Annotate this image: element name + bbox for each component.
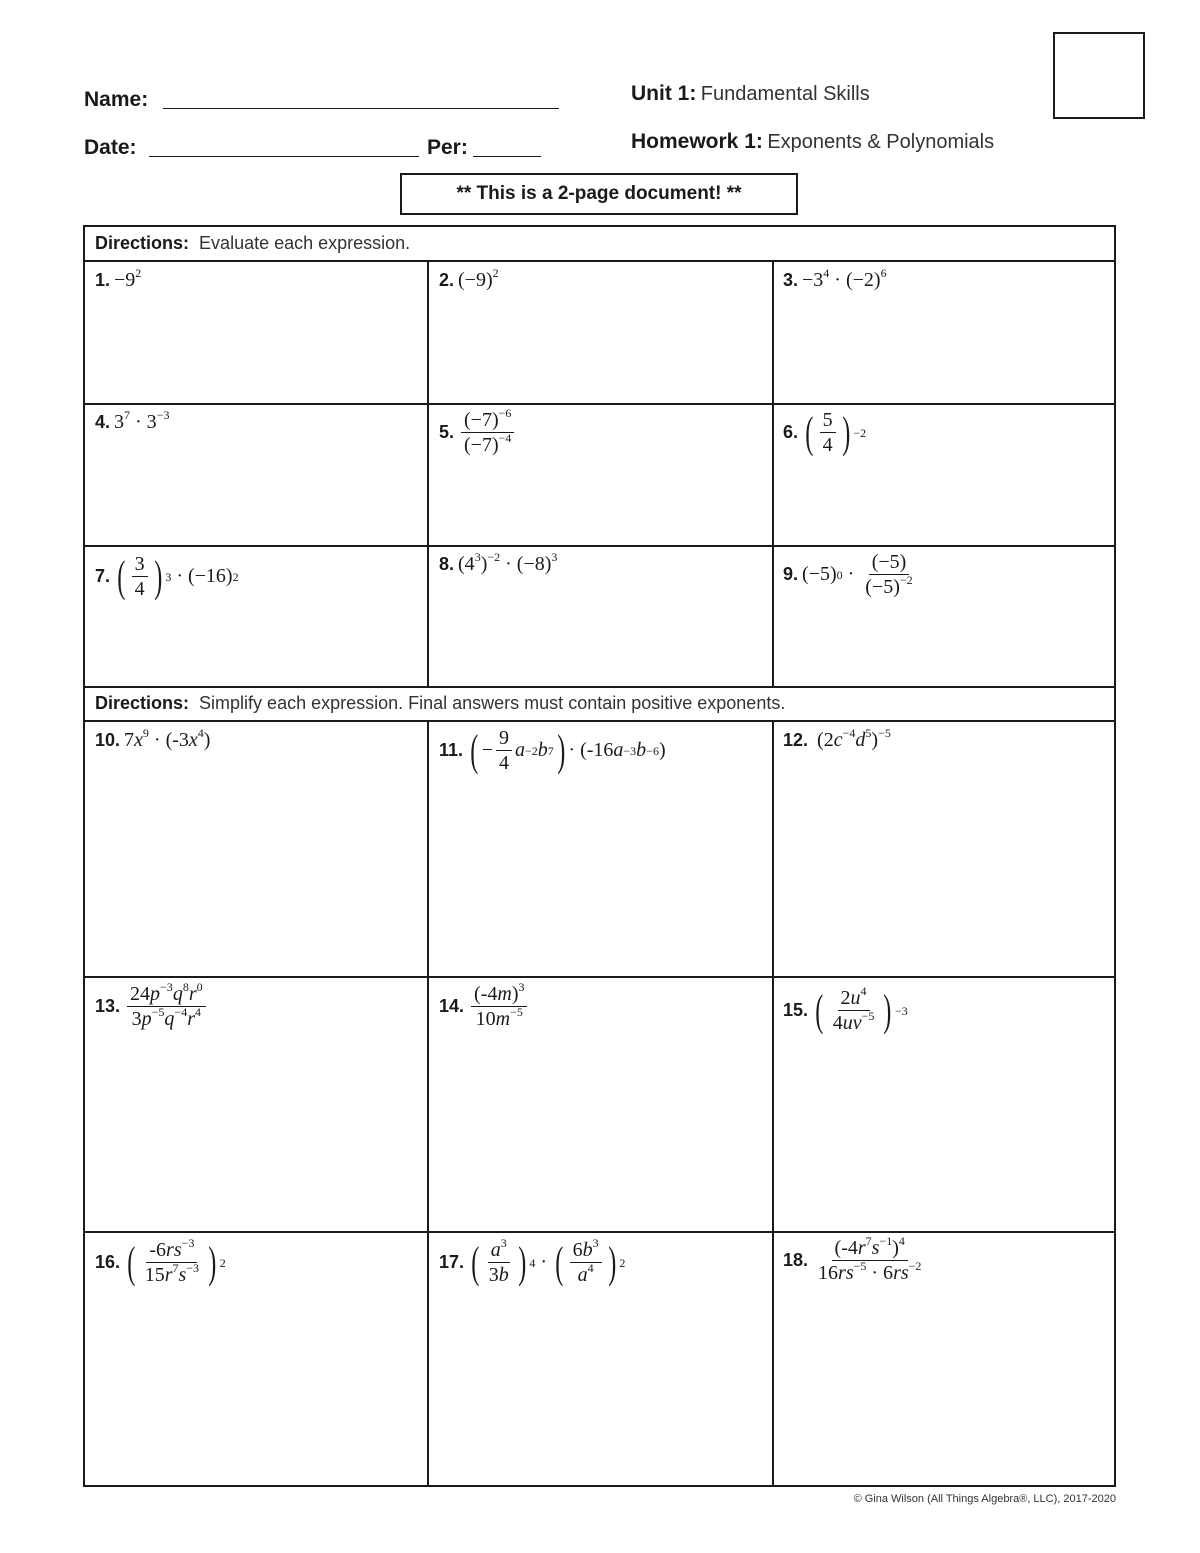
- name-label: Name:: [84, 88, 149, 111]
- directions-text: Simplify each expression. Final answers must contain positive exponents.: [199, 693, 786, 713]
- problem-number: 18.: [783, 1250, 809, 1270]
- problem-11[interactable]: [439, 727, 666, 774]
- grid-divider: [427, 260, 429, 686]
- problem-16[interactable]: [95, 1236, 226, 1287]
- unit-heading: [631, 82, 870, 106]
- problem-15[interactable]: [783, 984, 908, 1035]
- problem-number: 2.: [439, 270, 455, 290]
- problem-expression: $\frac{(-4r^7s^{-1})^4}{16rs^{-5} \cdot 6rs^{-2}}$: [818, 1234, 922, 1284]
- two-page-note: ** This is a 2-page document! **: [400, 173, 798, 215]
- problem-5[interactable]: [439, 406, 517, 456]
- grid-divider: [85, 1231, 1114, 1233]
- problem-expression: $3^7 \cdot 3^{-3}$: [114, 408, 170, 433]
- problem-10[interactable]: [95, 726, 211, 752]
- grid-divider: [85, 403, 1114, 405]
- problem-number: 10.: [95, 730, 121, 750]
- problem-4[interactable]: [95, 408, 170, 434]
- problem-number: 8.: [439, 554, 455, 574]
- problem-number: 11.: [439, 740, 464, 760]
- problem-expression: $\frac{(-4m)^3}{10m^{-5}}$: [471, 983, 527, 1030]
- problem-number: 15.: [783, 1000, 809, 1020]
- problem-number: 16.: [95, 1252, 121, 1272]
- problem-number: 6.: [783, 422, 799, 442]
- problem-13[interactable]: [95, 980, 209, 1030]
- problem-expression: $(2c^{-4}d^5)^{-5}$: [812, 726, 891, 751]
- problem-number: 13.: [95, 996, 121, 1016]
- problem-8[interactable]: [439, 550, 558, 576]
- date-field[interactable]: [149, 134, 419, 157]
- problem-7[interactable]: [95, 553, 239, 600]
- worksheet-grid: [83, 225, 1116, 1487]
- grid-divider: [85, 260, 1114, 262]
- problem-number: 4.: [95, 412, 111, 432]
- problem-expression: $7x^9 \cdot (-3x^4)$: [124, 726, 211, 751]
- grid-divider: [427, 720, 429, 1487]
- problem-expression: $(-9)^2$: [458, 266, 499, 291]
- date-label: Date:: [84, 136, 137, 159]
- problem-expression: $(4^3)^{-2} \cdot (-8)^3$: [458, 550, 558, 575]
- problem-6[interactable]: [783, 409, 866, 456]
- problem-expression: $-3^4 \cdot (-2)^6$: [802, 266, 887, 291]
- directions-label: Directions:: [95, 233, 190, 253]
- problem-number: 3.: [783, 270, 799, 290]
- problem-expression: ( $\frac{a^3}{3b}$ ) 4 · ( $\frac{6b^3}{a^4}$ ) 2: [471, 1236, 626, 1287]
- grid-divider: [85, 976, 1114, 978]
- problem-expression: $\frac{24p^{-3}q^8r^0}{3p^{-5}q^{-4}r^4}$: [127, 983, 206, 1030]
- problem-expression: $\frac{(-7)^{-6}}{(-7)^{-4}}$: [461, 409, 514, 456]
- problem-expression: $-9^2$: [114, 266, 142, 291]
- directions-simplify: [95, 693, 785, 714]
- grid-divider: [85, 686, 1114, 688]
- problem-17[interactable]: [439, 1236, 626, 1287]
- problem-number: 12.: [783, 730, 809, 750]
- copyright-footer: © Gina Wilson (All Things Algebra®, LLC), 2017-2020: [853, 1493, 1116, 1505]
- homework-label: Homework 1:: [631, 130, 763, 153]
- grid-divider: [85, 545, 1114, 547]
- name-field[interactable]: [163, 86, 559, 109]
- problem-expression: (−5) 0 · $\frac{(-5)}{(-5)^{-2}}$: [802, 551, 913, 598]
- score-box[interactable]: [1053, 32, 1145, 119]
- problem-1[interactable]: [95, 266, 142, 292]
- homework-heading: [631, 130, 994, 154]
- homework-title: Exponents & Polynomials: [767, 131, 995, 153]
- problem-3[interactable]: [783, 266, 887, 292]
- problem-expression: ( $\frac{5}{4}$ ) −2: [805, 407, 867, 457]
- per-label: Per:: [427, 136, 468, 159]
- problem-expression: ( $\frac{3}{4}$ ) 3 · (−16) 2: [117, 551, 239, 601]
- period-field[interactable]: [473, 134, 541, 157]
- problem-number: 9.: [783, 564, 799, 584]
- problem-2[interactable]: [439, 266, 499, 292]
- problem-number: 17.: [439, 1252, 465, 1272]
- unit-title: Fundamental Skills: [700, 83, 870, 105]
- problem-12[interactable]: [783, 726, 891, 752]
- directions-evaluate: [95, 233, 410, 254]
- directions-label: Directions:: [95, 693, 190, 713]
- problem-number: 7.: [95, 566, 111, 586]
- grid-divider: [772, 720, 774, 1487]
- directions-text: Evaluate each expression.: [199, 233, 411, 253]
- grid-divider: [772, 260, 774, 686]
- problem-number: 14.: [439, 996, 465, 1016]
- grid-divider: [85, 720, 1114, 722]
- problem-number: 1.: [95, 270, 111, 290]
- problem-18[interactable]: [783, 1234, 927, 1284]
- problem-14[interactable]: [439, 980, 530, 1030]
- problem-expression: ( $\frac{-6rs^{-3}}{15r^7s^{-3}}$ ) 2: [127, 1236, 226, 1287]
- problem-expression: ( $\frac{2u^4}{4uv^{-5}}$ ) −3: [815, 984, 908, 1035]
- problem-9[interactable]: [783, 551, 919, 598]
- problem-number: 5.: [439, 422, 455, 442]
- problem-expression: ( − $\frac{9}{4}$ a −2 b 7 ) · (-16 a −3 b −6 ): [470, 725, 666, 775]
- unit-label: Unit 1:: [631, 82, 697, 105]
